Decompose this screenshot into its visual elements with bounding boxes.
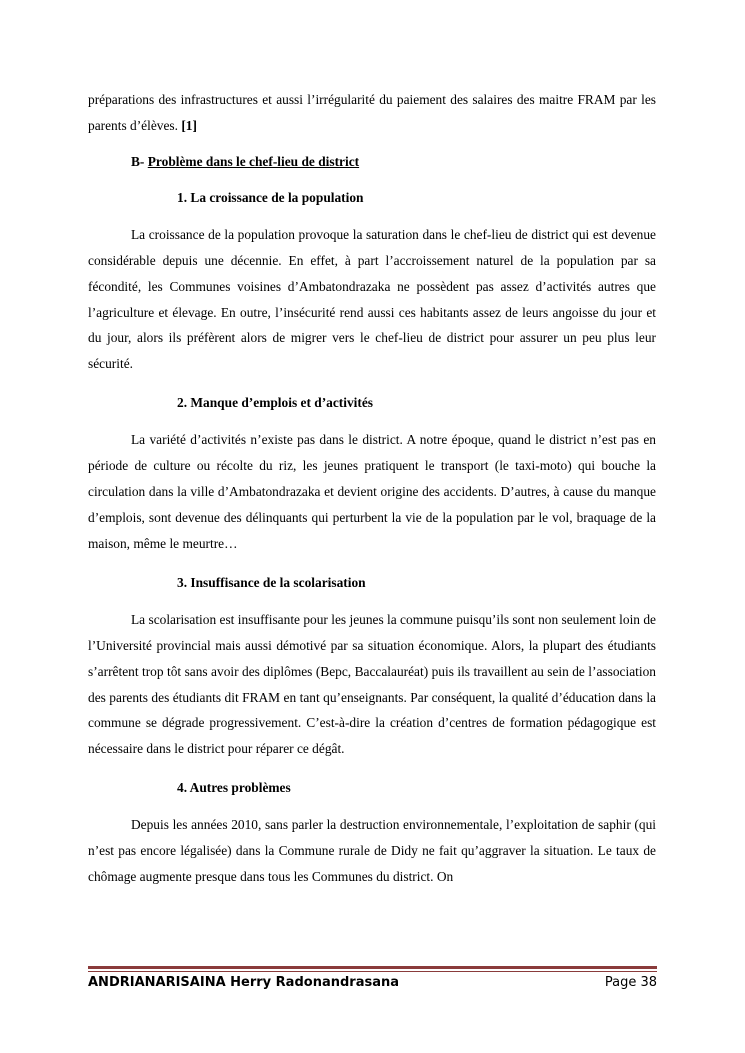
citation-reference: [1] (181, 117, 197, 133)
subheading-schooling: 3. Insuffisance de la scolarisation (177, 574, 366, 590)
footer-rule-thick (88, 966, 657, 969)
paragraph-other-problems: Depuis les années 2010, sans parler la destruction environnementale, l’exploitation de saphir (qui n’est pas encore légalisée) dans la Commune rurale de Didy ne fait qu’aggraver la situation. Le taux de chômage augmente presque dans tous les Communes du district. On (88, 817, 656, 885)
subheading-other-problems: 4. Autres problèmes (177, 780, 291, 796)
section-title: Problème dans le chef-lieu de district (147, 153, 360, 169)
paragraph-employment: La variété d’activités n’existe pas dans le district. A notre époque, quand le district n’est pas en période de culture ou récolte du riz, les jeunes pratiquent le transport (le taxi-moto) qui bouche la circulation dans la ville d’Ambatondrazaka et devient origine des accidents. D’autres, à cause du manque d’emplois, sont devenue des délinquants qui perturbent la vie de la population par le vol, braquage de la maison, même le meurtre… (88, 432, 656, 551)
subheading-employment: 2. Manque d’emplois et d’activités (177, 395, 374, 411)
footer-page-number: Page 38 (604, 975, 657, 990)
paragraph-text: préparations des infrastructures et aussi l’irrégularité du paiement des salaires des maitre FRAM par les parents d’élèves. (88, 92, 656, 133)
page-content (88, 87, 656, 890)
footer-rule-thin (88, 971, 657, 972)
section-heading (131, 152, 656, 172)
paragraph-schooling: La scolarisation est insuffisante pour les jeunes la commune puisqu’ils sont non seulement loin de l’Université provincial mais aussi démotivé par sa situation économique. Alors, la plupart des étudiants s’arrêtent trop tôt sans avoir des diplômes (Bepc, Baccalauréat) puis ils travaillent au sein de l’association des parents des étudiants dit FRAM en tant qu’enseignants. Par conséquent, la qualité d’éducation dans la commune se dégrade progressivement. C’est-à-dire la création d’centres de formation pédagogique est nécessaire dans le district pour réparer ce dégât. (88, 611, 656, 757)
footer-author: ANDRIANARISAINA Herry Radonandrasana (88, 975, 400, 990)
subheading-population: 1. La croissance de la population (177, 189, 364, 205)
paragraph-population: La croissance de la population provoque la saturation dans le chef-lieu de district qui est devenue considérable depuis une décennie. En effet, à part l’accroissement naturel de la population par sa fécondité, les Communes voisines d’Ambatondrazaka ne possèdent pas assez d’activités autres que l’agriculture et élevage. En outre, l’insécurité rend aussi ces habitants assez de leurs angoisse du jour et du jour, alors ils préfèrent alors de migrer vers le chef-lieu de district pour assurer un peu plus leur sécurité. (88, 226, 656, 372)
paragraph-intro-continuation (88, 87, 656, 139)
section-prefix: B- (131, 153, 148, 169)
